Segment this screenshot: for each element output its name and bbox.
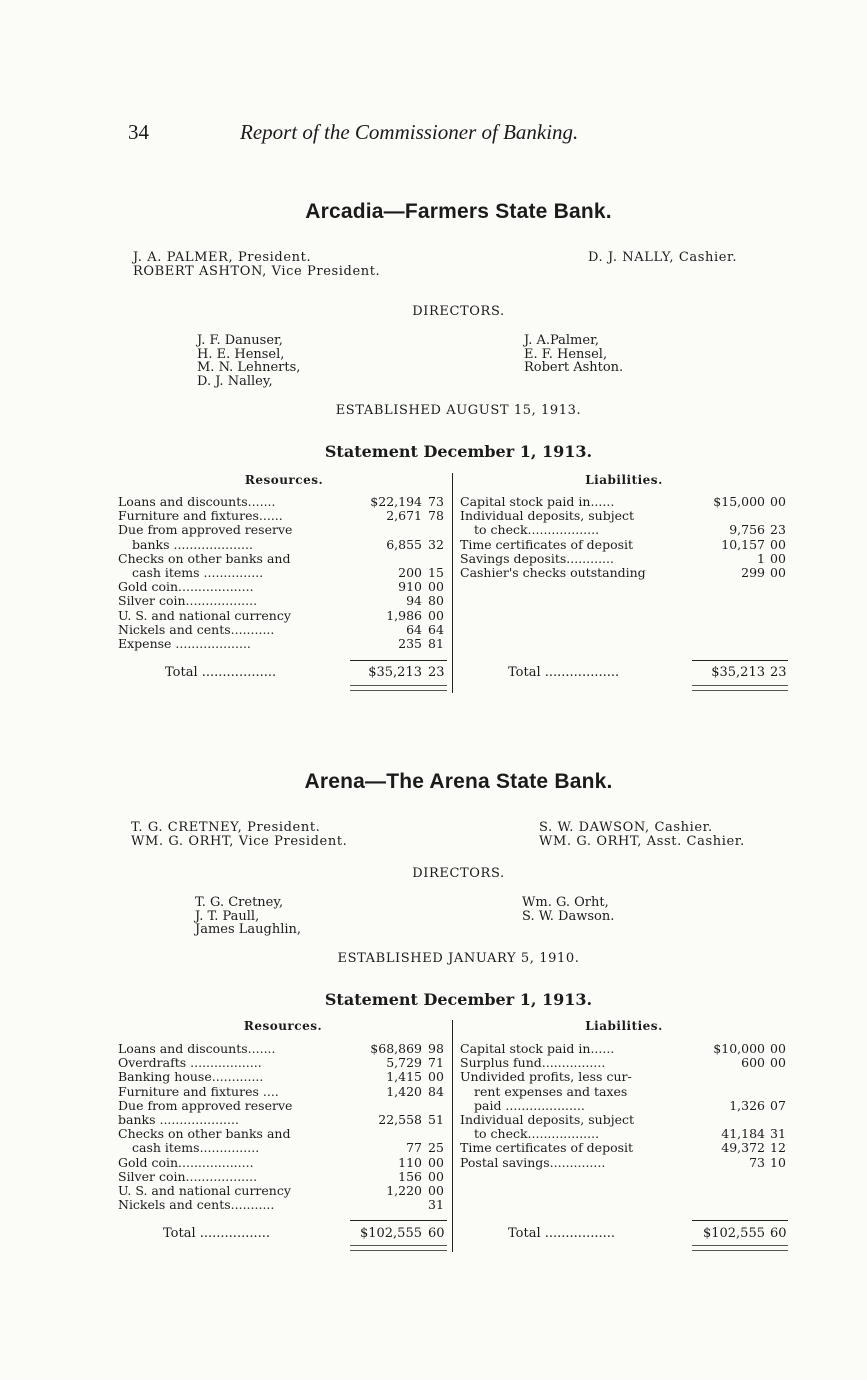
row-dollars: 235 [398, 635, 422, 651]
total-label: Total ................. [508, 1226, 616, 1241]
row-dollars: 2,671 [386, 508, 422, 524]
row-label: Postal savings.............. [460, 1155, 606, 1170]
total-dollars: $102,555 [359, 1226, 422, 1241]
statement-heading: Statement December 1, 1913. [324, 990, 593, 1009]
row-dollars: 94 [406, 593, 422, 609]
liabilities-list [460, 495, 788, 580]
bank-title: Arcadia—Farmers State Bank. [305, 200, 612, 223]
row-cents: 80 [428, 593, 444, 609]
row-dollars: $15,000 [713, 494, 765, 509]
row-cents: 00 [428, 1069, 444, 1085]
row-label: U. S. and national currency [118, 1183, 291, 1198]
ledger-row [460, 1099, 788, 1113]
established-date: ESTABLISHED JANUARY 5, 1910. [337, 951, 580, 966]
ledger-row [460, 1056, 788, 1070]
row-dollars: 1,326 [729, 1097, 765, 1113]
resources-heading: Resources. [244, 473, 324, 487]
director: J. A.Palmer, [524, 333, 599, 348]
officer: ROBERT ASHTON, Vice President. [133, 264, 381, 279]
row-dollars: 600 [741, 1055, 765, 1071]
director: Wm. G. Orht, [522, 895, 609, 910]
row-cents: 00 [770, 564, 786, 580]
ledger-row [118, 1156, 450, 1170]
total-rule [350, 1220, 447, 1221]
resources-list [118, 1042, 450, 1212]
ledger-row [118, 495, 450, 509]
resources-list [118, 495, 450, 651]
row-label: Surplus fund................ [460, 1056, 606, 1071]
row-dollars: 110 [398, 1154, 422, 1170]
row-label: Loans and discounts....... [118, 495, 276, 509]
row-label: Expense ................... [118, 636, 251, 651]
row-label: Individual deposits, subject [460, 1112, 635, 1127]
row-label: Loans and discounts....... [118, 1042, 276, 1056]
row-label: banks .................... [132, 537, 253, 552]
row-label: Individual deposits, subject [460, 509, 635, 524]
ledger-row [460, 495, 788, 509]
directors-left [195, 896, 301, 937]
ledger-row [118, 609, 450, 623]
row-cents: 84 [428, 1083, 444, 1099]
ledger-row [118, 594, 450, 608]
total-dollars: $35,213 [368, 665, 422, 680]
ledger-row [460, 509, 788, 523]
row-dollars: 5,729 [386, 1055, 422, 1071]
row-label: Overdrafts .................. [118, 1056, 262, 1071]
row-label: cash items ............... [132, 565, 264, 580]
row-label: rent expenses and taxes [474, 1084, 628, 1099]
director: D. J. Nalley, [197, 373, 273, 389]
directors-heading: DIRECTORS. [412, 304, 505, 319]
officer: WM. G. ORHT, Vice President. [131, 834, 348, 849]
total-label: Total ................. [163, 1226, 271, 1241]
row-label: to check.................. [474, 523, 600, 538]
row-label: Due from approved reserve [118, 523, 293, 538]
column-divider [452, 473, 453, 693]
director: Robert Ashton. [524, 360, 624, 375]
row-dollars: 9,756 [729, 522, 765, 538]
row-cents: 81 [428, 635, 444, 651]
row-cents: 00 [428, 1182, 444, 1198]
row-dollars: 1,415 [386, 1069, 422, 1085]
ledger-row [118, 538, 450, 552]
statement-heading: Statement December 1, 1913. [324, 442, 593, 461]
row-dollars: 73 [749, 1154, 765, 1170]
row-cents: 64 [428, 621, 444, 637]
ledger-row [118, 1070, 450, 1084]
officer: D. J. NALLY, Cashier. [588, 250, 738, 265]
directors-left [197, 334, 300, 388]
row-label: paid .................... [474, 1098, 585, 1113]
ledger-row [118, 1085, 450, 1099]
row-label: Gold coin................... [118, 580, 254, 595]
running-head [128, 120, 578, 145]
row-dollars: 49,372 [721, 1140, 765, 1156]
row-label: Savings deposits............ [460, 551, 614, 566]
double-rule [692, 1245, 788, 1251]
ledger-row [118, 523, 450, 537]
officers-left [131, 821, 347, 849]
row-cents: 71 [428, 1055, 444, 1071]
row-label: Furniture and fixtures...... [118, 509, 283, 524]
row-dollars: 1,986 [386, 607, 422, 623]
director: H. E. Hensel, [197, 346, 285, 362]
row-label: Furniture and fixtures .... [118, 1084, 279, 1099]
ledger-row [460, 538, 788, 552]
row-dollars: 200 [398, 564, 422, 580]
row-cents: 07 [770, 1097, 786, 1113]
bank-title: Arena—The Arena State Bank. [304, 770, 613, 793]
row-cents: 31 [428, 1197, 444, 1213]
row-label: banks .................... [118, 1112, 239, 1127]
director: J. F. Danuser, [197, 333, 283, 348]
ledger-row [460, 1085, 788, 1099]
row-cents: 00 [770, 536, 786, 552]
total-cents: 60 [770, 1226, 787, 1241]
ledger-row [118, 1099, 450, 1113]
row-label: Capital stock paid in...... [460, 1042, 615, 1056]
liabilities-heading: Liabilities. [585, 473, 663, 487]
total-rule [692, 660, 788, 661]
total-rule [692, 1220, 788, 1221]
officer: S. W. DAWSON, Cashier. [539, 820, 713, 835]
row-cents: 98 [428, 1041, 444, 1056]
row-label: Nickels and cents........... [118, 1198, 275, 1213]
row-cents: 00 [770, 550, 786, 566]
ledger-row [118, 1042, 450, 1056]
ledger-row [118, 1141, 450, 1155]
row-cents: 00 [770, 1041, 786, 1056]
row-dollars: $22,194 [370, 494, 422, 509]
ledger-row [460, 1113, 788, 1127]
ledger-row [460, 566, 788, 580]
ledger-row [460, 1156, 788, 1170]
row-cents: 00 [428, 607, 444, 623]
row-dollars: 64 [406, 621, 422, 637]
ledger-row [460, 1127, 788, 1141]
total-dollars: $102,555 [702, 1226, 765, 1241]
row-dollars: 1,220 [386, 1182, 422, 1198]
column-divider [452, 1020, 453, 1252]
row-cents: 00 [428, 1168, 444, 1184]
row-label: Checks on other banks and [118, 1127, 291, 1142]
row-cents: 10 [770, 1154, 786, 1170]
row-label: Banking house............. [118, 1070, 264, 1085]
row-label: Checks on other banks and [118, 551, 291, 566]
double-rule [350, 685, 447, 691]
row-label: Gold coin................... [118, 1155, 254, 1170]
page-number: 34 [128, 120, 149, 144]
row-label: Due from approved reserve [118, 1098, 293, 1113]
total-label: Total .................. [165, 665, 277, 680]
row-dollars: 6,855 [386, 536, 422, 552]
row-dollars: $10,000 [713, 1041, 765, 1056]
ledger-row [460, 552, 788, 566]
row-cents: 00 [428, 579, 444, 595]
director: E. F. Hensel, [524, 346, 608, 362]
row-cents: 23 [770, 522, 786, 538]
ledger-row [118, 566, 450, 580]
ledger-row [460, 1042, 788, 1056]
director: T. G. Cretney, [195, 895, 284, 910]
double-rule [692, 685, 788, 691]
row-cents: 12 [770, 1140, 786, 1156]
officer: T. G. CRETNEY, President. [131, 820, 321, 835]
row-label: Capital stock paid in...... [460, 495, 615, 509]
ledger-row [460, 523, 788, 537]
row-dollars: $68,869 [370, 1041, 422, 1056]
total-cents: 23 [428, 665, 445, 680]
ledger-row [118, 1170, 450, 1184]
row-cents: 25 [428, 1140, 444, 1156]
total-label: Total .................. [508, 665, 620, 680]
row-label: Undivided profits, less cur- [460, 1070, 632, 1085]
ledger-row [118, 509, 450, 523]
row-cents: 00 [770, 494, 786, 509]
resources-heading: Resources. [243, 1019, 323, 1033]
row-label: to check.................. [474, 1127, 600, 1142]
officers-right [539, 821, 745, 849]
total-dollars: $35,213 [711, 665, 765, 680]
row-dollars: 22,558 [378, 1111, 422, 1127]
director: S. W. Dawson. [522, 908, 615, 924]
officers-right [588, 251, 737, 265]
ledger-row [460, 1070, 788, 1084]
ledger-row [460, 1141, 788, 1155]
row-label: Silver coin.................. [118, 594, 258, 609]
directors-right [524, 334, 623, 375]
row-dollars: 41,184 [721, 1126, 765, 1142]
row-cents: 00 [770, 1055, 786, 1071]
row-cents: 31 [770, 1126, 786, 1142]
liabilities-heading: Liabilities. [585, 1019, 663, 1033]
total-rule [350, 660, 447, 661]
total-cents: 60 [428, 1226, 445, 1241]
row-label: cash items............... [132, 1141, 260, 1156]
row-cents: 00 [428, 1154, 444, 1170]
row-dollars: 1 [757, 550, 765, 566]
ledger-row [118, 580, 450, 594]
row-label: Silver coin.................. [118, 1169, 258, 1184]
row-dollars: 156 [398, 1168, 422, 1184]
director: M. N. Lehnerts, [197, 360, 301, 375]
ledger-row [118, 1198, 450, 1212]
director: James Laughlin, [195, 922, 302, 937]
ledger-row [118, 637, 450, 651]
officer: J. A. PALMER, President. [133, 250, 312, 265]
ledger-row [118, 1127, 450, 1141]
row-dollars: 10,157 [721, 536, 765, 552]
row-dollars: 299 [741, 564, 765, 580]
ledger-row [118, 552, 450, 566]
row-label: Nickels and cents........... [118, 622, 275, 637]
row-cents: 51 [428, 1111, 444, 1127]
ledger-row [118, 1113, 450, 1127]
officers-left [133, 251, 380, 279]
established-date: ESTABLISHED AUGUST 15, 1913. [335, 403, 582, 418]
row-label: Time certificates of deposit [460, 537, 634, 552]
liabilities-list [460, 1042, 788, 1170]
row-label: Cashier's checks outstanding [460, 565, 646, 580]
running-title: Report of the Commissioner of Banking. [240, 120, 579, 144]
total-cents: 23 [770, 665, 787, 680]
row-label: Time certificates of deposit [460, 1141, 634, 1156]
row-cents: 32 [428, 536, 444, 552]
row-dollars: 1,420 [386, 1083, 422, 1099]
directors-heading: DIRECTORS. [412, 866, 505, 881]
directors-right [522, 896, 614, 923]
row-dollars: 910 [398, 579, 422, 595]
ledger-row [118, 623, 450, 637]
officer: WM. G. ORHT, Asst. Cashier. [539, 834, 745, 849]
director: J. T. Paull, [195, 908, 260, 924]
row-cents: 15 [428, 564, 444, 580]
double-rule [350, 1245, 447, 1251]
ledger-row [118, 1184, 450, 1198]
row-cents: 73 [428, 494, 444, 509]
ledger-row [118, 1056, 450, 1070]
row-dollars: 77 [406, 1140, 422, 1156]
row-cents: 78 [428, 508, 444, 524]
row-label: U. S. and national currency [118, 608, 291, 623]
